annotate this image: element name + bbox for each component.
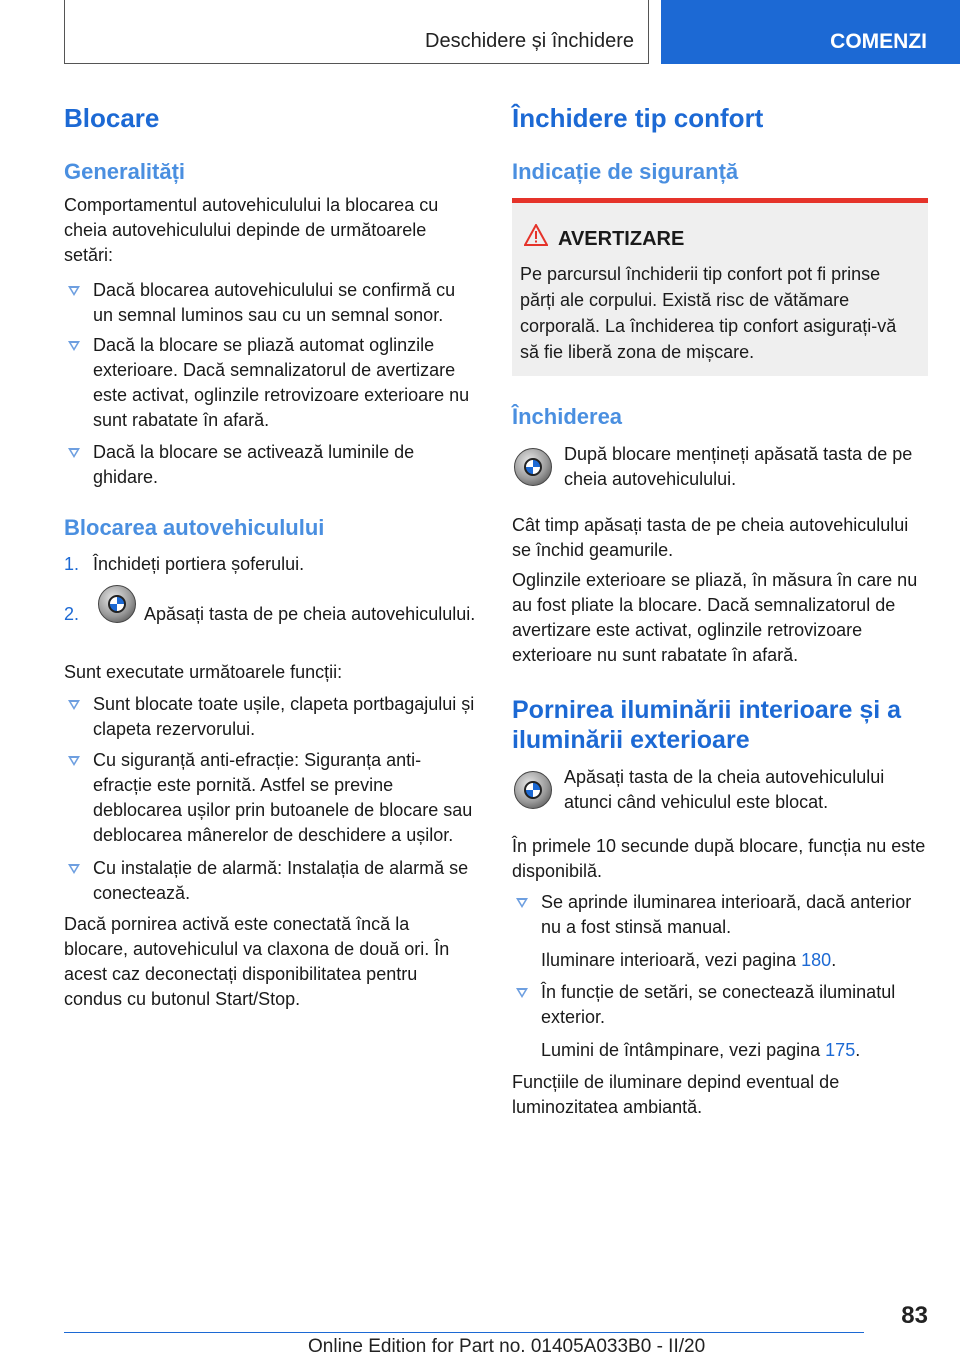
page-reference: Iluminare interioară, vezi pagina 180. <box>541 950 837 970</box>
bullet-triangle-icon <box>516 988 528 998</box>
heading-blocare: Blocare <box>64 103 160 133</box>
list-item: Cu siguranță anti-efracție: Siguranța anti-efracție este pornită. Astfel se previne deblocarea ușilor prin butoanele de blocare sau deblocarea mânerelor de deschidere a ușilor. <box>64 748 478 848</box>
page-link[interactable]: 180 <box>801 950 832 970</box>
list-item: În funcție de setări, se conectează iluminatul exterior. <box>512 980 928 1030</box>
page-reference: Lumini de întâmpinare, vezi pagina 175. <box>541 1040 861 1060</box>
bullet-triangle-icon <box>68 756 80 766</box>
paragraph-general: Comportamentul autovehiculului la blocarea cu cheia autovehiculului depinde de următoarele setări: <box>64 195 439 265</box>
list-item: Sunt blocate toate ușile, clapeta portbagajului și clapeta rezervorului. <box>64 692 478 742</box>
list-item: Se aprinde iluminarea interioară, dacă anterior nu a fost stinsă manual. <box>512 890 928 940</box>
footer-edition: Online Edition for Part no. 01405A033B0 - II/20 <box>308 1336 706 1357</box>
page-link[interactable]: 175 <box>825 1040 856 1060</box>
key-fob-lock-icon <box>514 448 552 486</box>
heading-inchidere-confort: Închidere tip confort <box>512 103 764 133</box>
paragraph-oglinzi: Oglinzile exterioare se pliază, în măsura în care nu au fost pliate la blocare. Dacă semnalizatorul de avertizare este activat, oglinzile retrovizoare exterioare nu sunt rabatate în afară. <box>512 570 918 665</box>
paragraph-iluminare-key: Apăsați tasta de la cheia autovehiculului atunci când vehiculul este blocat. <box>564 767 885 812</box>
paragraph-final-right: Funcțiile de iluminare depind eventual de luminozitatea ambiantă. <box>512 1072 840 1117</box>
paragraph-functii: Sunt executate următoarele funcții: <box>64 662 343 682</box>
bullet-triangle-icon <box>68 864 80 874</box>
warning-title: AVERTIZARE <box>558 228 685 250</box>
chapter-label: COMENZI <box>830 30 927 53</box>
warning-text: Pe parcursul închiderii tip confort pot fi prinse părți ale corpului. Există risc de vătămare corporală. La închiderea tip confort asigurați-vă să fie liberă zona de mișcare. <box>520 264 897 362</box>
bullet-triangle-icon <box>68 286 80 296</box>
list-item: Dacă la blocare se pliază automat oglinzile exterioare. Dacă semnalizatorul de avertizare este activat, oglinzile retrovizoare exterioare nu sunt rabatate în afară. <box>64 333 478 433</box>
heading-pornirea-iluminarii: Pornirea iluminării interioare și a iluminării exterioare <box>512 696 902 754</box>
paragraph-inchiderea-key: După blocare mențineți apăsată tasta de pe cheia autovehiculului. <box>564 444 913 489</box>
step-text: Apăsați tasta de pe cheia autovehiculului. <box>144 604 476 624</box>
list-item: Dacă blocarea autovehiculului se confirmă cu un semnal luminos sau cu un semnal sonor. <box>64 278 478 328</box>
step-text: Închideți portiera șoferului. <box>93 554 305 574</box>
key-fob-lock-icon <box>98 585 136 623</box>
warning-triangle-icon <box>524 224 548 251</box>
key-fob-lock-icon <box>514 771 552 809</box>
bullet-triangle-icon <box>68 341 80 351</box>
heading-blocarea-autovehiculului: Blocarea autovehiculului <box>64 515 325 540</box>
list-item: Dacă la blocare se activează luminile de ghidare. <box>64 440 478 490</box>
bullet-triangle-icon <box>516 898 528 908</box>
footer-divider <box>64 1332 864 1333</box>
bullet-triangle-icon <box>68 448 80 458</box>
heading-inchiderea: Închiderea <box>512 404 623 429</box>
heading-generalitati: Generalități <box>64 159 186 184</box>
paragraph-10sec: În primele 10 secunde după blocare, funcția nu este disponibilă. <box>512 836 926 881</box>
list-item: Cu instalație de alarmă: Instalația de alarmă se conectează. <box>64 856 478 906</box>
section-title: Deschidere și închidere <box>425 30 634 52</box>
step-number: 2. <box>64 604 80 624</box>
step-number: 1. <box>64 554 80 574</box>
chapter-tab[interactable] <box>661 0 960 64</box>
paragraph-geamuri: Cât timp apăsați tasta de pe cheia autovehiculului se închid geamurile. <box>512 515 909 560</box>
page-number: 83 <box>901 1302 928 1329</box>
header-section-box <box>64 0 649 64</box>
heading-indicatie-siguranta: Indicație de siguranță <box>512 159 739 184</box>
paragraph-final: Dacă pornirea activă este conectată încă la blocare, autovehiculul va claxona de două ori. În acest caz deconectați disponibilitatea pentru condus cu butonul Start/Stop. <box>64 914 450 1009</box>
bullet-triangle-icon <box>68 700 80 710</box>
warning-box <box>512 198 928 376</box>
